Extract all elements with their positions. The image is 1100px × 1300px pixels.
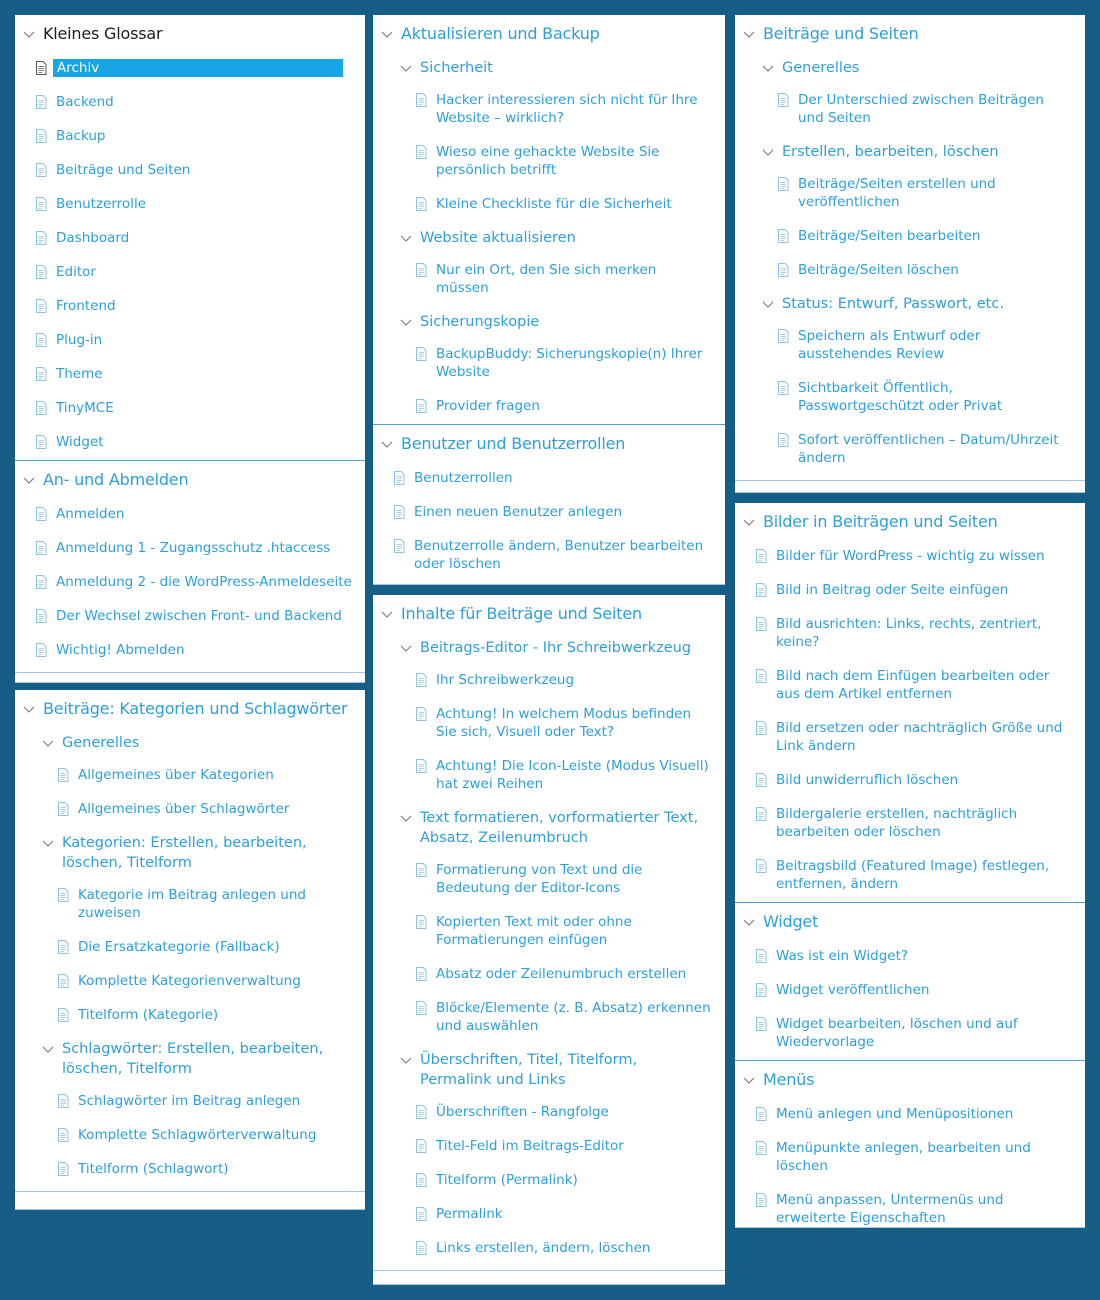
list-item-label: Sichtbarkeit Öffentlich, Passwortgeschützt oder Privat <box>798 380 1003 414</box>
list-item[interactable] <box>735 254 1085 288</box>
subgroup-title: Schlagwörter: Erstellen, bearbeiten, löschen, Titelform <box>62 1041 324 1077</box>
list-item[interactable] <box>735 608 1085 660</box>
list-item[interactable] <box>735 764 1085 798</box>
list-item-label: Anmeldung 1 - Zugangsschutz .htaccess <box>56 540 331 556</box>
document-icon <box>35 643 47 657</box>
group-header-beiträge-kategorien-und-schlagwörter[interactable] <box>15 690 365 727</box>
group-header-widget[interactable] <box>735 903 1085 940</box>
list-item-label: Formatierung von Text und die Bedeutung der Editor-Icons <box>436 862 643 896</box>
list-item[interactable] <box>373 530 725 582</box>
list-item-label: Beiträge und Seiten <box>56 162 191 178</box>
subgroup-title: Sicherungskopie <box>420 314 540 330</box>
subgroup-header-text-formatieren-vorformatierter-text-ab[interactable] <box>373 802 725 854</box>
subgroup-title: Überschriften, Titel, Titelform, Permalink und Links <box>420 1052 638 1088</box>
list-item[interactable] <box>15 566 365 600</box>
list-item-label: Sofort veröffentlichen – Datum/Uhrzeit ändern <box>798 432 1059 466</box>
document-icon <box>35 299 47 313</box>
list-item[interactable] <box>373 750 725 802</box>
group-header-inhalte-für-beiträge-und-seiten[interactable] <box>373 595 725 632</box>
list-item[interactable] <box>373 84 725 136</box>
subgroup-title: Generelles <box>782 60 860 76</box>
group-bilder-in-beiträgen-und-seiten <box>735 503 1085 902</box>
list-item[interactable] <box>15 86 365 120</box>
group-benutzer-und-benutzerrollen <box>373 424 725 585</box>
list-item-label: Links erstellen, ändern, löschen <box>436 1240 651 1256</box>
chevron-down-icon[interactable] <box>743 916 755 928</box>
subgroup-title: Sicherheit <box>420 60 493 76</box>
document-icon <box>393 471 405 485</box>
list-item-label: Bild nach dem Einfügen bearbeiten oder aus dem Artikel entfernen <box>776 668 1050 702</box>
chevron-down-icon[interactable] <box>23 703 35 715</box>
list-item[interactable] <box>373 1130 725 1164</box>
list-item-label: Titelform (Permalink) <box>436 1172 578 1188</box>
list-item-label: Permalink <box>436 1206 503 1222</box>
chevron-down-icon[interactable] <box>762 62 774 74</box>
document-icon <box>415 707 427 721</box>
subgroup-header-kategorien-erstellen-bearbeiten-löschen-[interactable] <box>15 827 365 879</box>
list-item[interactable] <box>735 1184 1085 1228</box>
list-item[interactable] <box>735 574 1085 608</box>
list-item-label: Einen neuen Benutzer anlegen <box>414 504 623 520</box>
document-icon <box>755 583 767 597</box>
document-icon <box>35 231 47 245</box>
chevron-down-icon[interactable] <box>743 28 755 40</box>
chevron-down-icon[interactable] <box>400 812 412 824</box>
document-icon <box>755 949 767 963</box>
list-item[interactable] <box>15 188 365 222</box>
document-icon <box>35 541 47 555</box>
list-item-label: BackupBuddy: Sicherungskopie(n) Ihrer Website <box>436 346 703 380</box>
list-item-label: Archiv <box>53 59 343 77</box>
panel-kategorien <box>15 690 365 1210</box>
list-item-label: Anmelden <box>56 506 125 522</box>
group-menüs <box>735 1060 1085 1228</box>
list-item[interactable] <box>15 256 365 290</box>
document-icon <box>57 1094 69 1108</box>
list-item[interactable] <box>735 372 1085 424</box>
list-item[interactable] <box>735 1098 1085 1132</box>
list-item[interactable] <box>15 1153 365 1187</box>
document-icon <box>35 129 47 143</box>
list-item[interactable] <box>15 999 365 1033</box>
list-item[interactable] <box>373 188 725 222</box>
list-item[interactable] <box>15 324 365 358</box>
chevron-down-icon[interactable] <box>400 232 412 244</box>
document-icon <box>755 549 767 563</box>
list-item-label: Kopierten Text mit oder ohne Formatierungen einfügen <box>436 914 632 948</box>
list-item[interactable] <box>373 496 725 530</box>
list-item[interactable] <box>15 1085 365 1119</box>
document-icon <box>415 399 427 413</box>
document-icon <box>415 673 427 687</box>
list-item-label: Achtung! In welchem Modus befinden Sie sich, Visuell oder Text? <box>436 706 692 740</box>
list-item[interactable] <box>15 426 365 460</box>
subgroup-title: Kategorien: Erstellen, bearbeiten, löschen, Titelform <box>62 835 307 871</box>
list-item[interactable] <box>15 759 365 793</box>
subgroup-header-erstellen-bearbeiten-löschen[interactable] <box>735 136 1085 168</box>
list-item-label: Backend <box>56 94 114 110</box>
list-item[interactable] <box>735 940 1085 974</box>
document-icon <box>35 197 47 211</box>
document-icon <box>415 915 427 929</box>
list-item[interactable] <box>735 850 1085 902</box>
document-icon <box>777 229 789 243</box>
list-item-label: Bild in Beitrag oder Seite einfügen <box>776 582 1009 598</box>
subgroup-header-sicherungskopie[interactable] <box>373 306 725 338</box>
list-item-label: Bilder für WordPress - wichtig zu wissen <box>776 548 1045 564</box>
subgroup-title: Generelles <box>62 735 140 751</box>
document-icon <box>777 177 789 191</box>
document-icon <box>57 802 69 816</box>
list-item[interactable] <box>373 698 725 750</box>
chevron-down-icon[interactable] <box>400 62 412 74</box>
document-icon <box>415 1105 427 1119</box>
document-icon <box>415 863 427 877</box>
chevron-down-icon[interactable] <box>42 737 54 749</box>
chevron-down-icon[interactable] <box>23 28 35 40</box>
list-item-label: Benutzerrolle ändern, Benutzer bearbeiten oder löschen <box>414 538 704 572</box>
chevron-down-icon[interactable] <box>762 298 774 310</box>
list-item[interactable] <box>15 498 365 532</box>
list-item[interactable] <box>373 254 725 306</box>
subgroup-title: Text formatieren, vorformatierter Text, Absatz, Zeilenumbruch <box>420 810 699 846</box>
document-icon <box>57 1128 69 1142</box>
chevron-down-icon[interactable] <box>23 474 35 486</box>
document-icon <box>755 1141 767 1155</box>
list-item-label: Beiträge/Seiten erstellen und veröffentlichen <box>798 176 996 210</box>
document-icon <box>393 505 405 519</box>
list-item[interactable] <box>735 220 1085 254</box>
document-icon <box>755 983 767 997</box>
document-icon <box>35 401 47 415</box>
list-item-label: Bild ausrichten: Links, rechts, zentriert, keine? <box>776 616 1042 650</box>
list-item[interactable] <box>735 84 1085 136</box>
chevron-down-icon[interactable] <box>381 28 393 40</box>
panel-glossar <box>15 15 365 683</box>
document-icon <box>35 435 47 449</box>
subgroup-header-überschriften-titel-titelform-permalink-[interactable] <box>373 1044 725 1096</box>
list-item-label: Achtung! Die Icon-Leiste (Modus Visuell) hat zwei Reihen <box>436 758 709 792</box>
list-item-label: Dashboard <box>56 230 130 246</box>
list-item-label: Menü anpassen, Untermenüs und erweiterte Eigenschaften <box>776 1192 1004 1226</box>
group-header-aktualisieren-und-backup[interactable] <box>373 15 725 52</box>
document-icon <box>415 93 427 107</box>
list-item-label: Editor <box>56 264 96 280</box>
list-item[interactable] <box>373 390 725 424</box>
document-icon <box>755 721 767 735</box>
document-icon <box>57 1162 69 1176</box>
list-item[interactable] <box>735 168 1085 220</box>
document-icon <box>755 773 767 787</box>
list-item[interactable] <box>373 664 725 698</box>
group-aktualisieren-und-backup <box>373 15 725 424</box>
list-item-label: Benutzerrolle <box>56 196 146 212</box>
chevron-down-icon[interactable] <box>743 516 755 528</box>
list-item[interactable] <box>15 290 365 324</box>
list-item[interactable] <box>735 1132 1085 1184</box>
list-item-label: Ihr Schreibwerkzeug <box>436 672 575 688</box>
list-item[interactable] <box>15 358 365 392</box>
list-item-label: Was ist ein Widget? <box>776 948 909 964</box>
list-item-label: Speichern als Entwurf oder ausstehendes Review <box>798 328 981 362</box>
list-item-label: Kategorie im Beitrag anlegen und zuweisen <box>78 887 306 921</box>
list-item[interactable] <box>15 532 365 566</box>
list-item[interactable] <box>15 931 365 965</box>
group-title: Inhalte für Beiträge und Seiten <box>401 604 642 623</box>
document-icon <box>35 61 47 75</box>
chevron-down-icon[interactable] <box>743 1074 755 1086</box>
chevron-down-icon[interactable] <box>42 837 54 849</box>
subgroup-title: Beitrags-Editor - Ihr Schreibwerkzeug <box>420 640 692 656</box>
subgroup-title: Status: Entwurf, Passwort, etc. <box>782 296 1004 312</box>
document-icon <box>35 507 47 521</box>
document-icon <box>35 609 47 623</box>
panel-inhalte <box>373 595 725 1285</box>
list-item[interactable] <box>735 712 1085 764</box>
list-item[interactable] <box>373 338 725 390</box>
list-item-label: Nur ein Ort, den Sie sich merken müssen <box>436 262 657 296</box>
subgroup-header-sicherheit[interactable] <box>373 52 725 84</box>
list-item-label: Komplette Kategorienverwaltung <box>78 973 301 989</box>
list-item-label: Die Ersatzkategorie (Fallback) <box>78 939 280 955</box>
list-item-label: Anmeldung 2 - die WordPress-Anmeldeseite <box>56 574 352 590</box>
list-item-label: Der Unterschied zwischen Beiträgen und Seiten <box>798 92 1044 126</box>
document-icon <box>415 1241 427 1255</box>
panel-beitraege-seiten <box>735 15 1085 493</box>
document-icon <box>35 163 47 177</box>
list-item-label: Wichtig! Abmelden <box>56 642 185 658</box>
list-item[interactable] <box>15 120 365 154</box>
list-item[interactable] <box>735 660 1085 712</box>
document-icon <box>415 1173 427 1187</box>
group-title: Aktualisieren und Backup <box>401 24 600 43</box>
list-item-label: TinyMCE <box>56 400 114 416</box>
chevron-down-icon[interactable] <box>762 146 774 158</box>
document-icon <box>57 940 69 954</box>
list-item-label: Beitragsbild (Featured Image) festlegen, entfernen, ändern <box>776 858 1050 892</box>
panel-bilder <box>735 503 1085 1228</box>
list-item[interactable] <box>373 1096 725 1130</box>
group-header-bilder-in-beiträgen-und-seiten[interactable] <box>735 503 1085 540</box>
document-icon <box>415 263 427 277</box>
list-item-label: Absatz oder Zeilenumbruch erstellen <box>436 966 687 982</box>
list-item-label: Provider fragen <box>436 398 540 414</box>
chevron-down-icon[interactable] <box>381 438 393 450</box>
document-icon <box>393 539 405 553</box>
list-item-label: Menü anlegen und Menüpositionen <box>776 1106 1014 1122</box>
list-item[interactable] <box>735 974 1085 1008</box>
group-title: Bilder in Beiträgen und Seiten <box>763 512 998 531</box>
document-icon <box>777 433 789 447</box>
list-item[interactable] <box>735 540 1085 574</box>
list-item-label: Beiträge/Seiten bearbeiten <box>798 228 981 244</box>
group-beiträge-kategorien-und-schlagwörter <box>15 690 365 1192</box>
list-item[interactable] <box>15 879 365 931</box>
list-item-label: Allgemeines über Schlagwörter <box>78 801 290 817</box>
document-icon <box>415 347 427 361</box>
document-icon <box>415 197 427 211</box>
list-item[interactable] <box>373 1198 725 1232</box>
list-item[interactable] <box>735 424 1085 476</box>
group-header-an-und-abmelden[interactable] <box>15 461 365 498</box>
group-title: Benutzer und Benutzerrollen <box>401 434 626 453</box>
document-icon <box>415 759 427 773</box>
document-icon <box>415 1207 427 1221</box>
subgroup-header-schlagwörter-erstellen-bearbeiten-lösche[interactable] <box>15 1033 365 1085</box>
document-icon <box>415 1001 427 1015</box>
group-title: Kleines Glossar <box>43 24 163 43</box>
list-item-label: Frontend <box>56 298 116 314</box>
document-icon <box>415 1139 427 1153</box>
list-item[interactable] <box>373 906 725 958</box>
list-item[interactable] <box>15 154 365 188</box>
list-item-label: Der Wechsel zwischen Front- und Backend <box>56 608 342 624</box>
list-item[interactable] <box>373 958 725 992</box>
document-icon <box>755 1193 767 1207</box>
subgroup-title: Website aktualisieren <box>420 230 576 246</box>
list-item-label: Titelform (Kategorie) <box>78 1007 219 1023</box>
group-kleines-glossar <box>15 15 365 460</box>
list-item-label: Menüpunkte anlegen, bearbeiten und löschen <box>776 1140 1031 1174</box>
list-item-label: Widget veröffentlichen <box>776 982 930 998</box>
list-item[interactable] <box>373 462 725 496</box>
list-item-label: Kleine Checkliste für die Sicherheit <box>436 196 672 212</box>
list-item-label: Überschriften - Rangfolge <box>436 1104 609 1120</box>
group-header-menüs[interactable] <box>735 1061 1085 1098</box>
group-header-beiträge-und-seiten[interactable] <box>735 15 1085 52</box>
document-icon <box>777 263 789 277</box>
document-icon <box>755 669 767 683</box>
group-an-und-abmelden <box>15 460 365 673</box>
list-item-label: Wieso eine gehackte Website Sie persönlich betrifft <box>436 144 660 178</box>
list-item-label: Titel-Feld im Beitrags-Editor <box>436 1138 624 1154</box>
list-item-label: Benutzerrollen <box>414 470 513 486</box>
chevron-down-icon[interactable] <box>381 608 393 620</box>
document-icon <box>755 859 767 873</box>
list-item[interactable] <box>15 965 365 999</box>
list-item-label: Blöcke/Elemente (z. B. Absatz) erkennen und auswählen <box>436 1000 711 1034</box>
chevron-down-icon[interactable] <box>42 1043 54 1055</box>
document-icon <box>777 329 789 343</box>
document-icon <box>57 888 69 902</box>
list-item[interactable] <box>373 1232 725 1266</box>
document-icon <box>777 381 789 395</box>
document-icon <box>755 1017 767 1031</box>
list-item-label: Titelform (Schlagwort) <box>78 1161 229 1177</box>
list-item-label: Bild unwiderruflich löschen <box>776 772 959 788</box>
document-icon <box>415 967 427 981</box>
document-icon <box>755 1107 767 1121</box>
document-icon <box>415 145 427 159</box>
list-item[interactable] <box>15 634 365 668</box>
group-beiträge-und-seiten <box>735 15 1085 481</box>
chevron-down-icon[interactable] <box>400 642 412 654</box>
list-item-label: Widget bearbeiten, löschen und auf Wiedervorlage <box>776 1016 1018 1050</box>
list-item[interactable] <box>15 222 365 256</box>
document-icon <box>35 367 47 381</box>
document-icon <box>57 974 69 988</box>
list-item-label: Bildergalerie erstellen, nachträglich bearbeiten oder löschen <box>776 806 1018 840</box>
list-item[interactable] <box>735 798 1085 850</box>
group-title: Beiträge und Seiten <box>763 24 919 43</box>
list-item[interactable] <box>373 136 725 188</box>
document-icon <box>57 1008 69 1022</box>
document-icon <box>57 768 69 782</box>
document-icon <box>35 265 47 279</box>
group-inhalte-für-beiträge-und-seiten <box>373 595 725 1271</box>
subgroup-header-generelles[interactable] <box>735 52 1085 84</box>
list-item-label: Beiträge/Seiten löschen <box>798 262 959 278</box>
group-widget <box>735 902 1085 1060</box>
list-item-label: Backup <box>56 128 106 144</box>
list-item[interactable] <box>15 52 365 86</box>
document-icon <box>777 93 789 107</box>
list-item[interactable] <box>373 1164 725 1198</box>
group-title: Menüs <box>763 1070 815 1089</box>
subgroup-header-generelles[interactable] <box>15 727 365 759</box>
document-icon <box>755 807 767 821</box>
subgroup-title: Erstellen, bearbeiten, löschen <box>782 144 999 160</box>
list-item[interactable] <box>735 320 1085 372</box>
group-title: Widget <box>763 912 819 931</box>
group-header-kleines-glossar[interactable] <box>15 15 365 52</box>
document-icon <box>35 575 47 589</box>
list-item-label: Plug-in <box>56 332 103 348</box>
list-item-label: Hacker interessieren sich nicht für Ihre Website – wirklich? <box>436 92 698 126</box>
document-icon <box>35 95 47 109</box>
list-item-label: Allgemeines über Kategorien <box>78 767 274 783</box>
group-title: Beiträge: Kategorien und Schlagwörter <box>43 699 348 718</box>
list-item[interactable] <box>15 600 365 634</box>
subgroup-header-status-entwurf-passwort-etc[interactable] <box>735 288 1085 320</box>
list-item[interactable] <box>15 793 365 827</box>
document-icon <box>35 333 47 347</box>
subgroup-header-website-aktualisieren[interactable] <box>373 222 725 254</box>
list-item-label: Komplette Schlagwörterverwaltung <box>78 1127 317 1143</box>
chevron-down-icon[interactable] <box>400 316 412 328</box>
group-header-benutzer-und-benutzerrollen[interactable] <box>373 425 725 462</box>
document-icon <box>755 617 767 631</box>
list-item[interactable] <box>735 1008 1085 1060</box>
panel-aktualisieren <box>373 15 725 585</box>
list-item-label: Theme <box>56 366 103 382</box>
group-title: An- und Abmelden <box>43 470 189 489</box>
list-item[interactable] <box>373 992 725 1044</box>
list-item[interactable] <box>15 1119 365 1153</box>
list-item[interactable] <box>373 854 725 906</box>
list-item-label: Schlagwörter im Beitrag anlegen <box>78 1093 301 1109</box>
chevron-down-icon[interactable] <box>400 1054 412 1066</box>
subgroup-header-beitrags-editor-ihr-schreibwerkzeug[interactable] <box>373 632 725 664</box>
list-item[interactable] <box>15 392 365 426</box>
list-item-label: Widget <box>56 434 104 450</box>
list-item-label: Bild ersetzen oder nachträglich Größe und Link ändern <box>776 720 1063 754</box>
